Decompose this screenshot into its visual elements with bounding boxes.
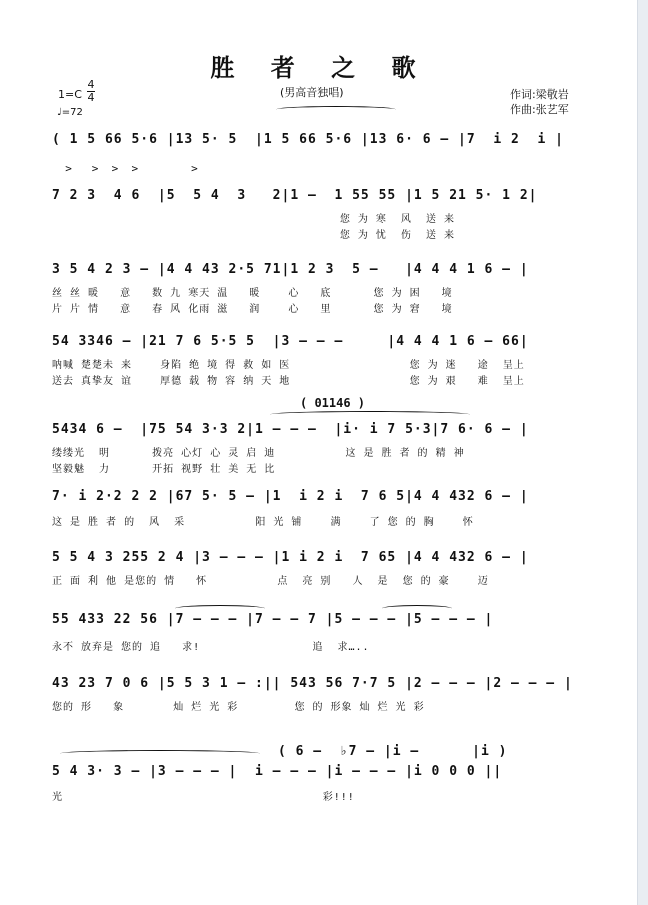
- notes-line: 3 5 4 2 3 — |4 4 43 2·5 71|1 2 3 5 — |4 4 4 1 6 — |: [52, 262, 529, 277]
- lyrics-verse-1: 呐喊 楚楚未 来 身陷 绝 境 得 救 如 医 您 为 迷 途 呈上: [52, 360, 525, 371]
- song-subtitle: (男高音独唱): [280, 86, 344, 99]
- time-signature: [86, 79, 96, 104]
- notes-line: 5 5 4 3 255 2 4 |3 — — — |1 i 2 i 7 65 |4 4 432 6 — |: [52, 550, 529, 565]
- key-signature: 1=C: [58, 88, 82, 101]
- notes-line: 54 3346 — |21 7 6 5·5 5 |3 — — — |4 4 4 1 6 — 66|: [52, 334, 529, 349]
- lyrics-verse-2: 坚毅魅 力 开拓 视野 壮 美 无 比: [52, 464, 276, 475]
- slur: [276, 106, 396, 113]
- lyricist-credit: 作词:梁敬岩: [510, 88, 569, 101]
- notes-line: 5434 6 — |75 54 3·3 2|1 — — — |i· i 7 5·3|7 6· 6 — |: [52, 422, 529, 437]
- slur: [382, 605, 452, 612]
- interlude-marker: ( 01146 ): [300, 396, 366, 410]
- song-title: 胜 者 之 歌: [210, 53, 430, 82]
- quarter-note-icon: ♩: [57, 107, 62, 118]
- notes-line: 55 433 22 56 |7 — — — |7 — — 7 |5 — — — |5 — — — |: [52, 612, 494, 627]
- notes-line: 43 23 7 0 6 |5 5 3 1 — :|| 543 56 7·7 5 |2 — — — |2 — — — |: [52, 676, 573, 691]
- lyrics-verse-1: 您的 形 象 灿 烂 光 彩 您 的 形象 灿 烂 光 彩: [52, 702, 425, 713]
- upper-voice-line: ( 6 — ♭7 — |i — |i ): [278, 744, 508, 759]
- notes-line: 7· i 2·2 2 2 |67 5· 5 — |1 i 2 i 7 6 5|4 4 432 6 — |: [52, 489, 529, 504]
- lyrics-verse-1: 您 为 寒 风 送 来: [52, 214, 455, 225]
- lyrics-verse-1: 正 面 利 他 是您的 情 怀 点 亮 别 人 是 您 的 豪 迈: [52, 576, 489, 587]
- slur: [270, 411, 470, 418]
- accent-marks: > > > > >: [52, 162, 198, 175]
- meter-bottom: 4: [87, 91, 95, 104]
- lyrics-verse-1: 光 彩!!!: [52, 792, 355, 803]
- slur: [60, 750, 260, 757]
- lyrics-verse-1: 永不 放弃是 您的 追 求! 追 求…..: [52, 642, 370, 653]
- notes-line: 7 2 3 4 6 |5 5 4 3 2|1 — 1 55 55 |1 5 21 5· 1 2|: [52, 188, 538, 203]
- lyrics-verse-2: 您 为 忧 伤 送 来: [52, 230, 455, 241]
- notes-line: ( 1 5 66 5·6 |13 5· 5 |1 5 66 5·6 |13 6· 6 — |7 i 2 i |: [52, 132, 564, 147]
- composer-credit: 作曲:张艺军: [510, 103, 569, 116]
- lyrics-verse-2: 送去 真挚友 谊 厚德 载 物 容 纳 天 地 您 为 艰 难 呈上: [52, 376, 525, 387]
- lyrics-verse-1: 这 是 胜 者 的 风 采 阳 光 铺 满 了 您 的 胸 怀: [52, 517, 474, 528]
- tempo-marking: ♩=72: [57, 107, 83, 118]
- lyrics-verse-2: 片 片 情 意 春 风 化雨 滋 润 心 里 您 为 窘 境: [52, 304, 453, 315]
- window-scrollbar[interactable]: [637, 0, 648, 905]
- slur: [175, 605, 265, 612]
- meter-top: 4: [87, 78, 95, 91]
- lyrics-verse-1: 缕缕光 明 拨亮 心灯 心 灵 启 迪 这 是 胜 者 的 精 神: [52, 448, 465, 459]
- lyrics-verse-1: 丝 丝 暖 意 数 九 寒天 温 暖 心 底 您 为 困 境: [52, 288, 453, 299]
- notes-line: 5 4 3· 3 — |3 — — — | i — — — |i — — — |i 0 0 0 ||: [52, 764, 503, 779]
